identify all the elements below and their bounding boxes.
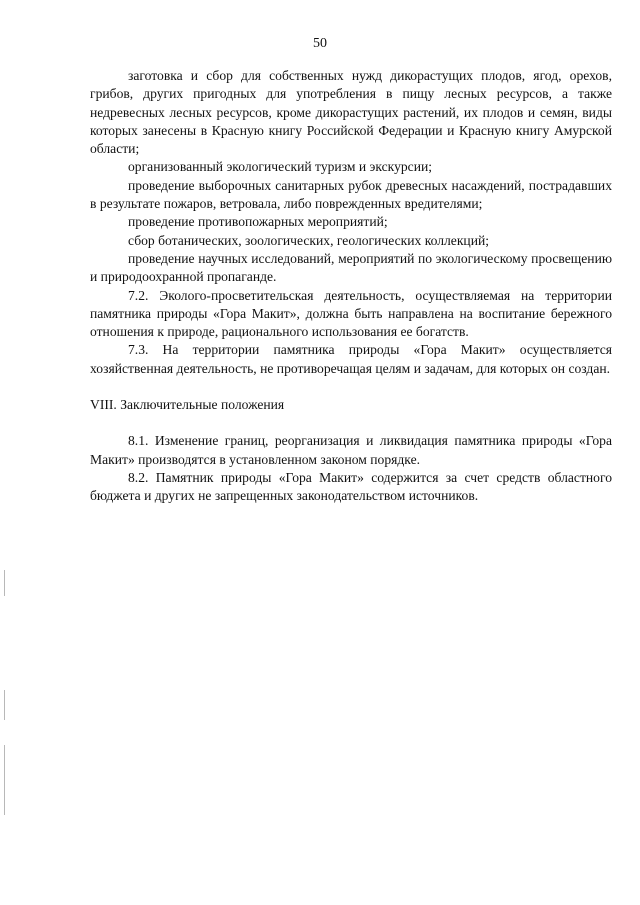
paragraph-8-2: 8.2. Памятник природы «Гора Макит» содержится за счет средств областного бюджета и других не запрещенных законодательством источников. (90, 469, 612, 504)
paragraph-sanitary-felling: проведение выборочных санитарных рубок древесных насаждений, пострадавших в результате пожаров, ветровала, либо поврежденных вредителями; (90, 177, 612, 212)
paragraph-8-1: 8.1. Изменение границ, реорганизация и ликвидация памятника природы «Гора Макит» производятся в установленном законом порядке. (90, 433, 612, 467)
paragraph-research: проведение научных исследований, мероприятий по экологическому просвещению и природоохранной пропаганде. (90, 250, 612, 285)
section-heading: VIII. Заключительные положения (90, 397, 285, 413)
page-number: 50 (313, 36, 327, 51)
paragraph-7-3: 7.3. На территории памятника природы «Гора Макит» осуществляется хозяйственная деятельность, не противоречащая целям и задачам, для которых он создан. (90, 342, 612, 376)
paragraph-collections: сбор ботанических, зоологических, геологических коллекций; (128, 232, 490, 248)
paragraph-harvesting: заготовка и сбор для собственных нужд дикорастущих плодов, ягод, орехов, грибов, других пригодных для употребления в пищу лесных ресурсов, а также недревесных лесных ресурсов, кроме дикорастущих растений, их плодов и семян, виды которых занесены в Красную книгу Российской Федерации и Красную книгу Амурской области; (90, 68, 612, 157)
scan-edge-mark (4, 745, 5, 815)
paragraph-ecotourism: организованный экологический туризм и экскурсии; (128, 159, 433, 175)
paragraph-7-2: 7.2. Эколого-просветительская деятельность, осуществляемая на территории памятника природы «Гора Макит», должна быть направлена на воспитание бережного отношения к природе, рационального использования ее богатств. (90, 287, 612, 340)
scan-edge-mark (4, 570, 5, 596)
document-body (90, 67, 612, 506)
paragraph-fire-prevention: проведение противопожарных мероприятий; (128, 214, 388, 230)
scan-edge-mark (4, 690, 5, 720)
